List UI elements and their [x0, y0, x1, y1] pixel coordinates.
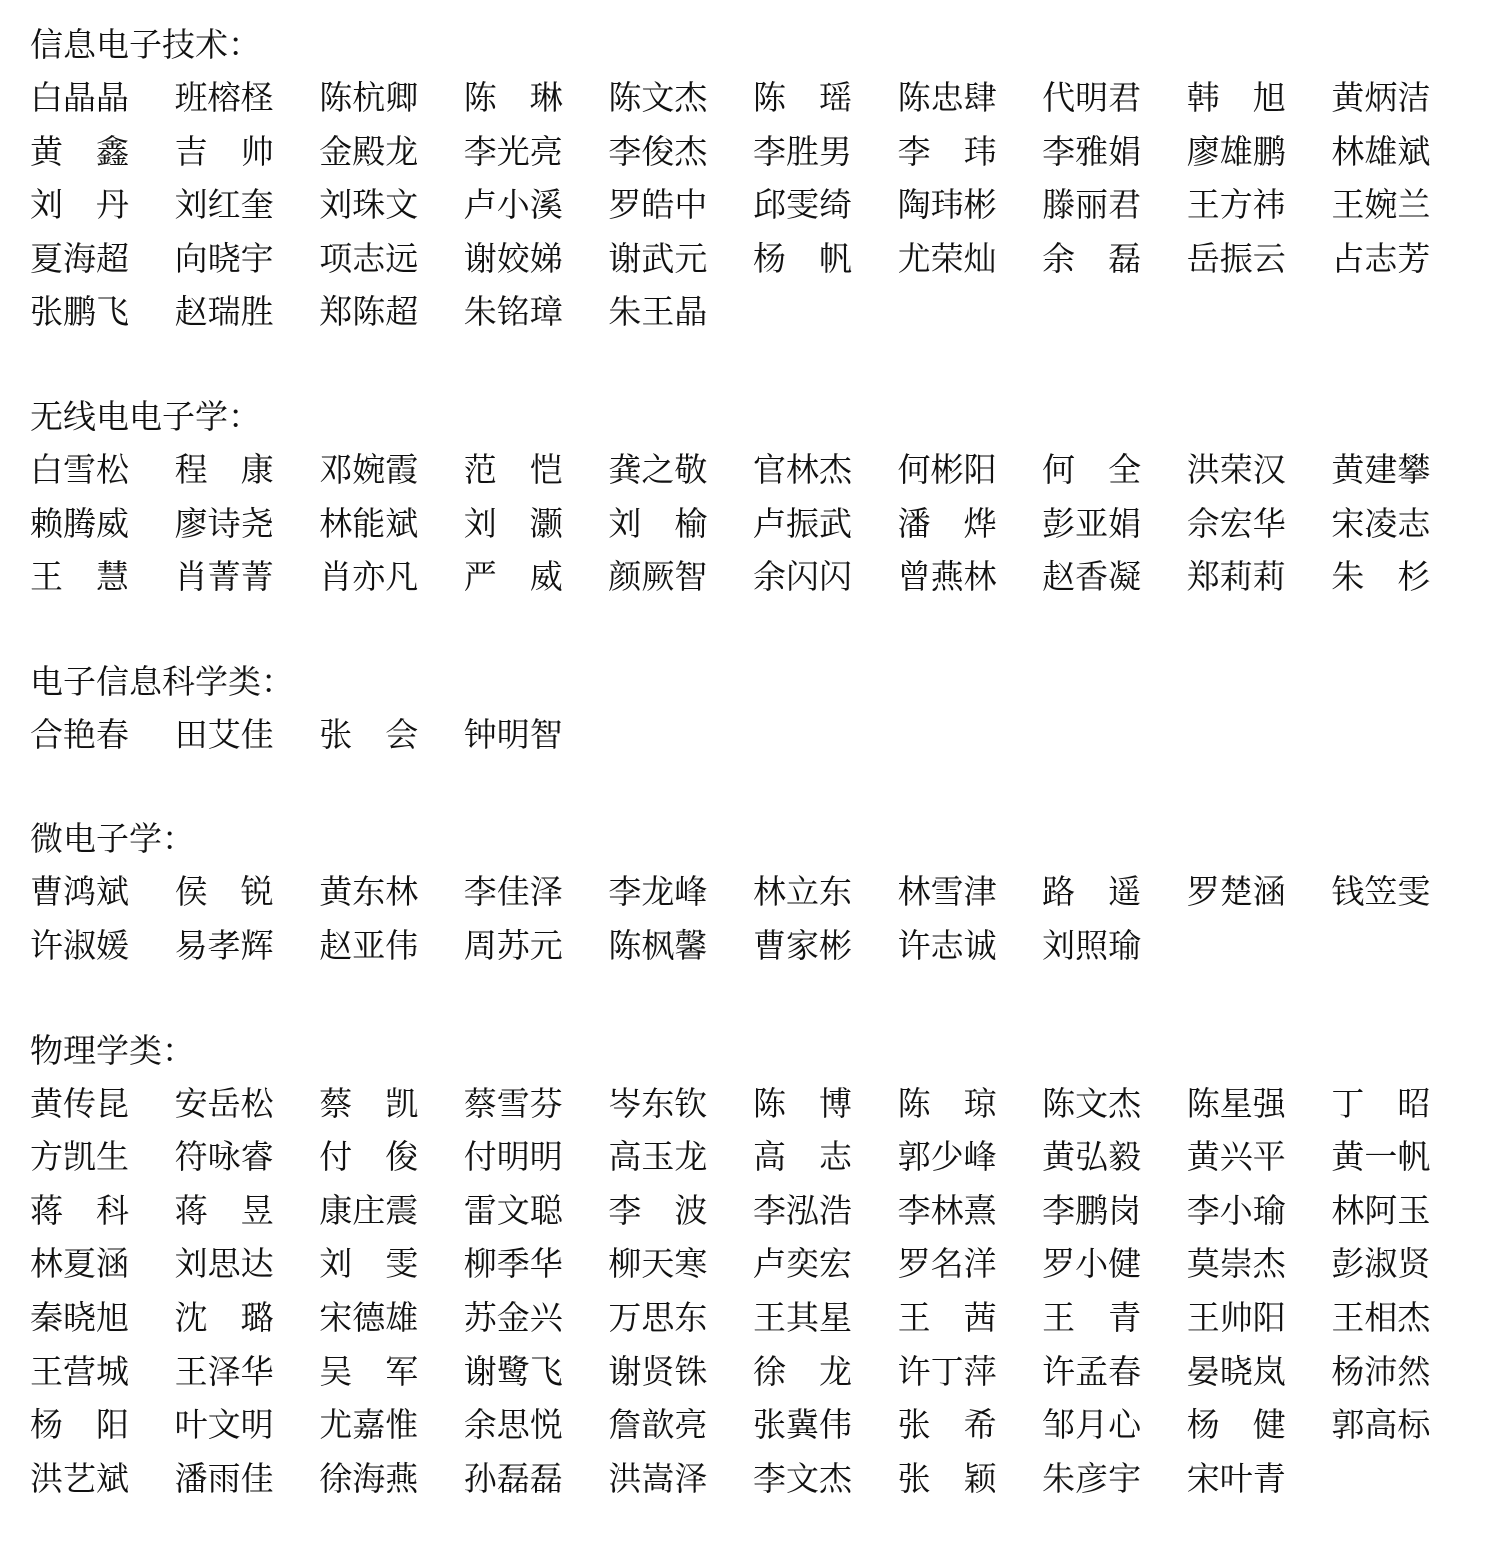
category-section [30, 655, 1470, 762]
student-name: 李龙峰 [608, 872, 708, 912]
student-name: 谢鹭飞 [463, 1351, 563, 1391]
student-name: 余思悦 [463, 1405, 563, 1445]
student-name: 李林熹 [897, 1190, 997, 1230]
student-name: 潘 烨 [897, 503, 997, 543]
student-name: 赖腾威 [30, 503, 129, 543]
name-row [30, 443, 1470, 497]
student-name: 廖诗尧 [174, 503, 274, 543]
name-row [30, 1398, 1470, 1452]
student-name: 李小瑜 [1186, 1190, 1286, 1230]
student-name: 林雄斌 [1331, 131, 1431, 171]
student-name: 陈枫馨 [608, 925, 708, 965]
name-row [30, 1184, 1470, 1238]
name-list-document [30, 18, 1470, 1556]
name-row [30, 497, 1470, 551]
student-name: 邓婉霞 [319, 449, 419, 489]
student-name: 合艳春 [30, 714, 129, 754]
student-name: 刘珠文 [319, 185, 419, 225]
student-name: 卢振武 [752, 503, 852, 543]
student-name: 柳季华 [463, 1244, 563, 1284]
student-name: 何 全 [1042, 449, 1142, 489]
student-name: 洪艺斌 [30, 1458, 129, 1498]
student-name: 谢武元 [608, 238, 708, 278]
name-row [30, 125, 1470, 179]
student-name: 蔡 凯 [319, 1083, 419, 1123]
name-row [30, 232, 1470, 286]
student-name: 李文杰 [752, 1458, 852, 1498]
student-name: 彭亚娟 [1042, 503, 1142, 543]
name-row [30, 708, 1470, 762]
student-name: 曹鸿斌 [30, 872, 129, 912]
student-name: 潘雨佳 [174, 1458, 274, 1498]
student-name: 郑陈超 [319, 292, 419, 332]
student-name: 刘思达 [174, 1244, 274, 1284]
name-row [30, 1077, 1470, 1131]
student-name: 陈文杰 [1042, 1083, 1142, 1123]
student-name: 洪荣汉 [1186, 449, 1286, 489]
student-name: 杨 帆 [752, 238, 852, 278]
student-name: 卢奕宏 [752, 1244, 852, 1284]
student-name: 李 波 [608, 1190, 708, 1230]
student-name: 丁 昭 [1331, 1083, 1431, 1123]
student-name: 李俊杰 [608, 131, 708, 171]
student-name: 秦晓旭 [30, 1297, 129, 1337]
student-name: 莫崇杰 [1186, 1244, 1286, 1284]
student-name: 许志诚 [897, 925, 997, 965]
student-name: 黄传昆 [30, 1083, 129, 1123]
student-name: 侯 锐 [174, 872, 274, 912]
student-name: 李胜男 [752, 131, 852, 171]
student-name: 陶玮彬 [897, 185, 997, 225]
student-name: 邹月心 [1042, 1405, 1142, 1445]
student-name: 岑东钦 [608, 1083, 708, 1123]
name-row [30, 285, 1470, 339]
student-name: 林能斌 [319, 503, 419, 543]
student-name: 易孝辉 [174, 925, 274, 965]
student-name: 符咏睿 [174, 1137, 274, 1177]
student-name: 王帅阳 [1186, 1297, 1286, 1337]
student-name: 刘 雯 [319, 1244, 419, 1284]
student-name: 张鹏飞 [30, 292, 129, 332]
student-name: 王其星 [752, 1297, 852, 1337]
student-name: 颜厥智 [608, 557, 708, 597]
student-name: 严 威 [463, 557, 563, 597]
student-name: 罗皓中 [608, 185, 708, 225]
student-name: 吴 军 [319, 1351, 419, 1391]
name-row [30, 1345, 1470, 1399]
student-name: 宋凌志 [1331, 503, 1431, 543]
student-name: 金殿龙 [319, 131, 419, 171]
student-name: 夏海超 [30, 238, 129, 278]
student-name: 肖亦凡 [319, 557, 419, 597]
student-name: 谢姣娣 [463, 238, 563, 278]
student-name: 张 颖 [897, 1458, 997, 1498]
student-name: 卢小溪 [463, 185, 563, 225]
student-name: 曾燕林 [897, 557, 997, 597]
student-name: 杨 阳 [30, 1405, 129, 1445]
student-name: 黄东林 [319, 872, 419, 912]
student-name: 代明君 [1042, 78, 1142, 117]
student-name: 宋叶青 [1186, 1458, 1286, 1498]
student-name: 曹家彬 [752, 925, 852, 965]
student-name: 王相杰 [1331, 1297, 1431, 1337]
student-name: 陈 博 [752, 1083, 852, 1123]
student-name: 晏晓岚 [1186, 1351, 1286, 1391]
student-name: 叶文明 [174, 1405, 274, 1445]
student-name: 陈 琼 [897, 1083, 997, 1123]
student-name: 余 磊 [1042, 238, 1142, 278]
student-name: 岳振云 [1186, 238, 1286, 278]
student-name: 官林杰 [752, 449, 852, 489]
student-name: 陈 瑶 [752, 78, 852, 117]
student-name: 张 会 [319, 714, 419, 754]
student-name: 陈文杰 [608, 78, 708, 117]
student-name: 王 青 [1042, 1297, 1142, 1337]
student-name: 朱王晶 [608, 292, 708, 332]
student-name: 郭少峰 [897, 1137, 997, 1177]
student-name: 方凯生 [30, 1137, 129, 1177]
student-name: 康庄震 [319, 1190, 419, 1230]
student-name: 肖菁菁 [174, 557, 274, 597]
student-name: 刘红奎 [174, 185, 274, 225]
student-name: 万思东 [608, 1297, 708, 1337]
student-name: 许淑媛 [30, 925, 129, 965]
student-name: 林雪津 [897, 872, 997, 912]
student-name: 沈 璐 [174, 1297, 274, 1337]
student-name: 付 俊 [319, 1137, 419, 1177]
name-row [30, 919, 1470, 973]
student-name: 班榕柽 [174, 78, 274, 117]
student-name: 李 玮 [897, 131, 997, 171]
student-name: 何彬阳 [897, 449, 997, 489]
student-name: 朱铭璋 [463, 292, 563, 332]
student-name: 项志远 [319, 238, 419, 278]
category-heading: 信息电子技术： [30, 25, 261, 64]
student-name: 宋德雄 [319, 1297, 419, 1337]
student-name: 郑莉莉 [1186, 557, 1286, 597]
category-section [30, 812, 1470, 972]
student-name: 滕丽君 [1042, 185, 1142, 225]
student-name: 林立东 [752, 872, 852, 912]
category-section [30, 18, 1470, 339]
student-name: 张 希 [897, 1405, 997, 1445]
student-name: 李光亮 [463, 131, 563, 171]
category-heading: 物理学类： [30, 1030, 195, 1070]
student-name: 黄兴平 [1186, 1137, 1286, 1177]
student-name: 林夏涵 [30, 1244, 129, 1284]
name-row [30, 1237, 1470, 1291]
student-name: 王 茜 [897, 1297, 997, 1337]
student-name: 李鹏岗 [1042, 1190, 1142, 1230]
student-name: 安岳松 [174, 1083, 274, 1123]
student-name: 林阿玉 [1331, 1190, 1431, 1230]
student-name: 钱笠雯 [1331, 872, 1431, 912]
student-name: 罗小健 [1042, 1244, 1142, 1284]
student-name: 程 康 [174, 449, 274, 489]
student-name: 刘 丹 [30, 185, 129, 225]
category-section [30, 1024, 1470, 1506]
student-name: 陈杭卿 [319, 78, 419, 117]
student-name: 赵香凝 [1042, 557, 1142, 597]
student-name: 吉 帅 [174, 131, 274, 171]
student-name: 黄建攀 [1331, 449, 1431, 489]
student-name: 杨 健 [1186, 1405, 1286, 1445]
student-name: 高玉龙 [608, 1137, 708, 1177]
student-name: 朱 杉 [1331, 557, 1431, 597]
student-name: 徐 龙 [752, 1351, 852, 1391]
name-row [30, 1130, 1470, 1184]
student-name: 洪嵩泽 [608, 1458, 708, 1498]
category-heading: 微电子学： [30, 819, 195, 859]
student-name: 韩 旭 [1186, 78, 1286, 117]
student-name: 詹歆亮 [608, 1405, 708, 1445]
student-name: 蔡雪芬 [463, 1083, 563, 1123]
student-name: 朱彦宇 [1042, 1458, 1142, 1498]
name-row [30, 1452, 1470, 1506]
student-name: 余闪闪 [752, 557, 852, 597]
student-name: 许孟春 [1042, 1351, 1142, 1391]
student-name: 廖雄鹏 [1186, 131, 1286, 171]
student-name: 王方祎 [1186, 185, 1286, 225]
name-row [30, 178, 1470, 232]
student-name: 张冀伟 [752, 1405, 852, 1445]
student-name: 龚之敬 [608, 449, 708, 489]
student-name: 黄 鑫 [30, 131, 129, 171]
student-name: 陈 琳 [463, 78, 563, 117]
student-name: 周苏元 [463, 925, 563, 965]
student-name: 罗楚涵 [1186, 872, 1286, 912]
student-name: 钟明智 [463, 714, 563, 754]
student-name: 邱雯绮 [752, 185, 852, 225]
student-name: 付明明 [463, 1137, 563, 1177]
student-name: 佘宏华 [1186, 503, 1286, 543]
category-section [30, 390, 1470, 604]
student-name: 彭淑贤 [1331, 1244, 1431, 1284]
student-name: 杨沛然 [1331, 1351, 1431, 1391]
student-name: 刘照瑜 [1042, 925, 1142, 965]
student-name: 王泽华 [174, 1351, 274, 1391]
student-name: 蒋 昱 [174, 1190, 274, 1230]
student-name: 李雅娟 [1042, 131, 1142, 171]
student-name: 柳天寒 [608, 1244, 708, 1284]
student-name: 赵亚伟 [319, 925, 419, 965]
student-name: 罗名洋 [897, 1244, 997, 1284]
student-name: 占志芳 [1331, 238, 1431, 278]
student-name: 尤荣灿 [897, 238, 997, 278]
student-name: 田艾佳 [174, 714, 274, 754]
student-name: 蒋 科 [30, 1190, 129, 1230]
student-name: 孙磊磊 [463, 1458, 563, 1498]
student-name: 陈星强 [1186, 1083, 1286, 1123]
student-name: 徐海燕 [319, 1458, 419, 1498]
name-row [30, 71, 1470, 125]
student-name: 郭高标 [1331, 1405, 1431, 1445]
student-name: 王婉兰 [1331, 185, 1431, 225]
student-name: 黄炳洁 [1331, 78, 1431, 117]
student-name: 范 恺 [463, 449, 563, 489]
student-name: 白雪松 [30, 449, 129, 489]
student-name: 苏金兴 [463, 1297, 563, 1337]
student-name: 黄一帆 [1331, 1137, 1431, 1177]
student-name: 刘 灏 [463, 503, 563, 543]
student-name: 谢贤铢 [608, 1351, 708, 1391]
name-row [30, 550, 1470, 604]
student-name: 陈忠肆 [897, 78, 997, 117]
category-heading: 无线电电子学： [30, 396, 261, 436]
category-heading: 电子信息科学类： [30, 661, 294, 701]
student-name: 李佳泽 [463, 872, 563, 912]
student-name: 许丁萍 [897, 1351, 997, 1391]
student-name: 尤嘉惟 [319, 1405, 419, 1445]
student-name: 路 遥 [1042, 872, 1142, 912]
student-name: 王 慧 [30, 557, 129, 597]
student-name: 王营城 [30, 1351, 129, 1391]
student-name: 高 志 [752, 1137, 852, 1177]
student-name: 雷文聪 [463, 1190, 563, 1230]
student-name: 向晓宇 [174, 238, 274, 278]
student-name: 李泓浩 [752, 1190, 852, 1230]
student-name: 赵瑞胜 [174, 292, 274, 332]
student-name: 刘 榆 [608, 503, 708, 543]
name-row [30, 1291, 1470, 1345]
student-name: 黄弘毅 [1042, 1137, 1142, 1177]
name-row [30, 865, 1470, 919]
student-name: 白晶晶 [30, 78, 129, 117]
